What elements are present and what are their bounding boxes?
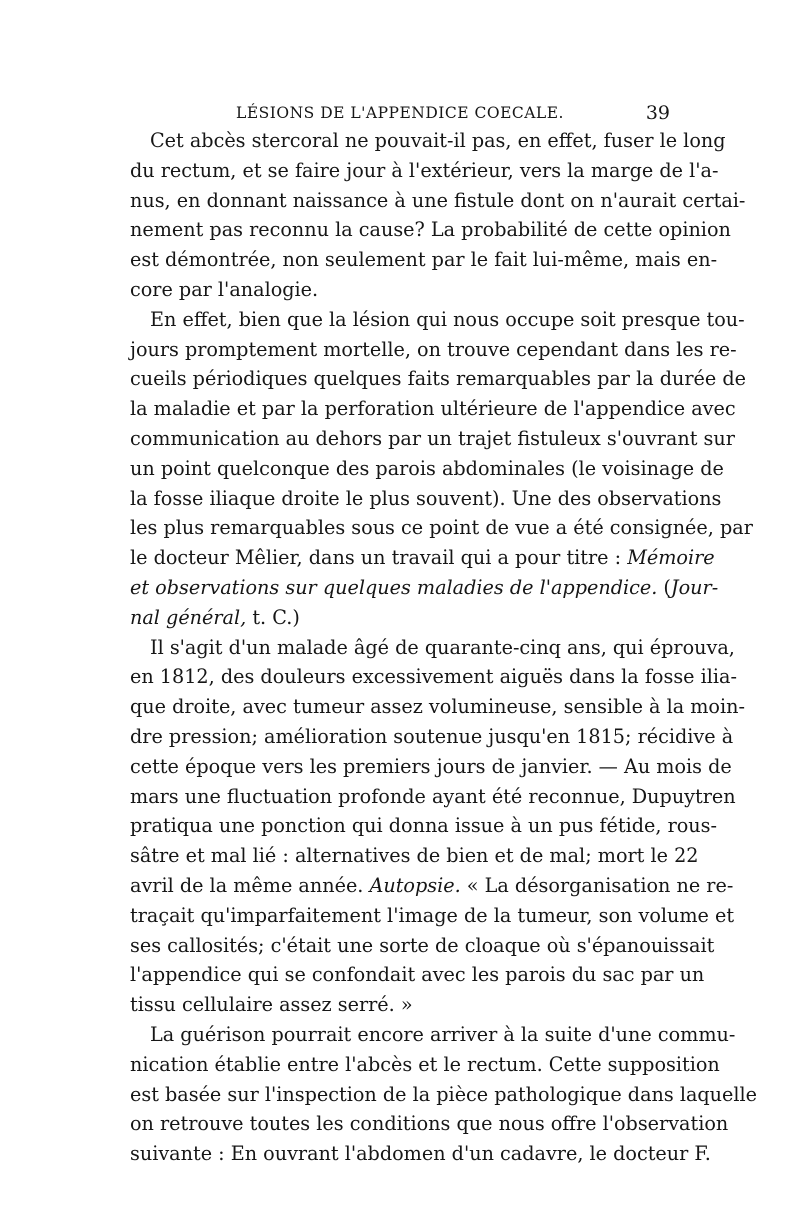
text-line — [130, 1020, 736, 1050]
text-line — [130, 543, 715, 573]
line-text: les plus remarquables sous ce point de vue a été consignée, par — [130, 516, 753, 540]
text-line — [130, 841, 699, 871]
text-line — [130, 692, 745, 722]
line-text: t. C.) — [246, 605, 300, 629]
text-line — [130, 364, 747, 394]
text-line — [130, 513, 753, 543]
line-text: La guérison pourrait encore arriver à la suite d'une commu- — [150, 1022, 736, 1046]
line-text: nement pas reconnu la cause? La probabilité de cette opinion — [130, 218, 731, 242]
text-line — [130, 156, 719, 186]
text-line — [130, 1139, 711, 1169]
line-text: un point quelconque des parois abdominales (le voisinage de — [130, 456, 724, 480]
line-text: est basée sur l'inspection de la pièce pathologique dans laquelle — [130, 1082, 758, 1106]
text-line — [130, 305, 745, 335]
line-text: on retrouve toutes les conditions que nous offre l'observation — [130, 1112, 729, 1136]
text-line — [130, 1109, 729, 1139]
line-text: suivante : En ouvrant l'abdomen d'un cadavre, le docteur F. — [130, 1142, 711, 1166]
italic-text: Autopsie. — [369, 873, 461, 897]
text-line — [130, 275, 670, 305]
text-line — [130, 245, 718, 275]
text-line — [130, 454, 724, 484]
text-line — [130, 782, 736, 812]
line-text: que droite, avec tumeur assez volumineuse, sensible à la moin- — [130, 695, 745, 719]
line-text: cueils périodiques quelques faits remarquables par la durée de — [130, 367, 747, 391]
line-text: est démontrée, non seulement par le fait lui-même, mais en- — [130, 248, 718, 272]
line-text: l'appendice qui se confondait avec les parois du sac par un — [130, 963, 705, 987]
line-text: Il s'agit d'un malade âgé de quarante-cinq ans, qui éprouva, — [150, 635, 735, 659]
text-line — [130, 424, 735, 454]
text-line — [130, 126, 726, 156]
line-text: « La désorganisation ne re- — [460, 873, 734, 897]
text-line — [130, 335, 737, 365]
text-line — [130, 931, 715, 961]
line-text: communication au dehors par un trajet fistuleux s'ouvrant sur — [130, 426, 735, 450]
text-line — [130, 215, 731, 245]
line-text: mars une fluctuation profonde ayant été reconnue, Dupuytren — [130, 784, 736, 808]
text-line — [130, 990, 670, 1020]
line-text: cette époque vers les premiers jours de janvier. — Au mois de — [130, 754, 732, 778]
body-text — [130, 126, 758, 1169]
page-number: 39 — [645, 102, 670, 124]
text-line — [130, 484, 722, 514]
text-line — [130, 1080, 758, 1110]
text-line — [130, 394, 736, 424]
text-line — [130, 633, 735, 663]
italic-text: nal général, — [130, 605, 247, 629]
line-text: nication établie entre l'abcès et le rectum. Cette supposition — [130, 1052, 720, 1076]
line-text: jours promptement mortelle, on trouve cependant dans les re- — [130, 337, 737, 361]
text-line — [130, 662, 737, 692]
text-line — [130, 752, 732, 782]
text-line — [130, 186, 746, 216]
line-text: pratiqua une ponction qui donna issue à un pus fétide, rous- — [130, 814, 717, 838]
text-line — [130, 1050, 720, 1080]
line-text: tissu cellulaire assez serré. » — [130, 993, 413, 1017]
text-line — [130, 603, 670, 633]
line-text: en 1812, des douleurs excessivement aiguës dans la fosse ilia- — [130, 665, 737, 689]
text-line — [130, 811, 717, 841]
running-head — [130, 100, 670, 126]
text-line — [130, 960, 705, 990]
text-line — [130, 901, 735, 931]
line-text: nus, en donnant naissance à une fistule dont on n'aurait certai- — [130, 188, 746, 212]
line-text: du rectum, et se faire jour à l'extérieur, vers la marge de l'a- — [130, 158, 719, 182]
line-text: la fosse iliaque droite le plus souvent). Une des observations — [130, 486, 722, 510]
line-text: En effet, bien que la lésion qui nous occupe soit presque tou- — [150, 307, 745, 331]
text-line — [130, 573, 719, 603]
text-line — [130, 871, 734, 901]
line-text: ses callosités; c'était une sorte de cloaque où s'épanouissait — [130, 933, 715, 957]
line-text: dre pression; amélioration soutenue jusqu'en 1815; récidive à — [130, 724, 734, 748]
running-title: LÉSIONS DE L'APPENDICE COECALE. — [236, 104, 564, 122]
line-text: avril de la même année. — [130, 873, 370, 897]
line-text: (Jour- — [657, 575, 719, 599]
italic-text: et observations sur quelques maladies de l'appendice. — [130, 575, 658, 599]
text-line — [130, 722, 734, 752]
line-text: le docteur Mêlier, dans un travail qui a pour titre : — [130, 546, 628, 570]
line-text: core par l'analogie. — [130, 277, 319, 301]
italic-text: Mémoire — [627, 546, 715, 570]
line-text: sâtre et mal lié : alternatives de bien et de mal; mort le 22 — [130, 844, 699, 868]
line-text: la maladie et par la perforation ultérieure de l'appendice avec — [130, 397, 736, 421]
line-text: traçait qu'imparfaitement l'image de la tumeur, son volume et — [130, 903, 735, 927]
line-text: Cet abcès stercoral ne pouvait-il pas, en effet, fuser le long — [150, 129, 726, 152]
